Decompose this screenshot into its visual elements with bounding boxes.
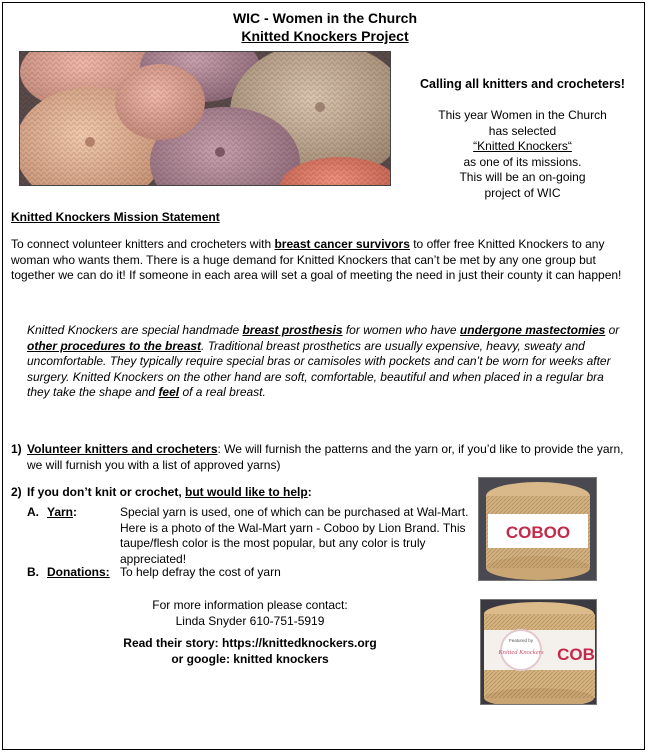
callout-heading: Calling all knitters and crocheters! [420,77,625,91]
desc-emphasis: undergone mastectomies [459,323,606,337]
page-title: WIC - Women in the Church [232,10,418,26]
item1-text [27,442,627,473]
desc-text: of a real breast. [179,385,266,399]
yarn-knockers-text: Knitted Knockers [498,649,544,656]
story-block [100,636,400,667]
item2-number: 2) [11,485,22,499]
desc-emphasis: other procedures to the breast [27,338,202,353]
mission-heading: Knitted Knockers Mission Statement [11,210,220,224]
callout-line: has selected [488,123,557,138]
callout-line: This year Women in the Church [438,108,607,122]
sub-a-text: Special yarn is used, one of which can be purchased at Wal-Mart. Here is a photo of the Wal-Mart yarn - Coboo by Lion Brand. This taupe/flesh color is the most popular, but any color is truly appreciated! [120,505,469,566]
knitted-knockers-yarn-photo [480,599,597,705]
coboo-yarn-photo [478,477,597,581]
sub-a-colon: : [73,505,78,519]
sub-a-letter: A. [27,505,39,519]
coboo-label-text: COBOO [505,523,571,542]
sub-a-label: Yarn [47,505,74,519]
desc-emphasis: breast prosthesis [242,323,343,337]
item2-label-emphasis: but would like to help [185,485,308,499]
yarn-featured-text: Featured by [508,638,534,643]
callout-line: project of WIC [484,185,561,200]
contact-line: For more information please contact: [152,598,348,612]
desc-text: . Traditional breast prosthetics are usually expensive, heavy, sweaty and uncomfortable. They typically require special bras or camisoles with pockets and can’t be worn for weeks after surgery. Knitted Knockers on the other hand are soft, comfortable, beautiful and when placed in a regular bra they take the shape and [27,338,611,399]
desc-text: for women who have [342,323,460,337]
sub-a-label-wrap [47,505,77,521]
story-line: Read their story: https://knittedknockers.org [123,636,377,650]
contact-block [100,598,400,629]
item1-body: : We will furnish the patterns and the yarn or, if you’d like to provide the yarn, we will furnish you with a list of approved yarns) [27,442,624,472]
story-line: or google: knitted knockers [171,651,329,666]
callout-text [405,108,640,201]
sub-b-label: Donations: [47,565,110,579]
mission-text: To connect volunteer knitters and crocheters with [11,237,275,251]
page-subtitle: Knitted Knockers Project [241,28,409,44]
callout-line: This will be an on-going [459,170,586,184]
sub-b-letter: B. [27,565,39,579]
desc-text: or [605,323,620,337]
knitted-knockers-photo [19,51,391,186]
mission-paragraph [11,237,631,284]
coboo-partial-text: COB [557,645,595,664]
item1-number: 1) [11,442,22,456]
mission-emphasis: breast cancer survivors [274,237,410,251]
callout-line: “Knitted Knockers“ [473,139,572,153]
item1-label: Volunteer knitters and crocheters [27,442,218,456]
mission-text: to offer free Knitted Knockers to any woman who wants them. There is a huge demand for Knitted Knockers that can’t be met by any one group but together we can do it! If someone in each area will set a goal of meeting the need in just their county it can happen! [11,237,622,282]
contact-line: Linda Snyder 610-751-5919 [175,613,325,628]
description-paragraph [27,323,627,401]
desc-emphasis: feel [158,385,180,399]
item2-colon: : [307,485,312,499]
sub-b-text: To help defray the cost of yarn [120,565,281,579]
item2-text [27,485,312,501]
item2-label: If you don’t knit or crochet, [27,485,186,499]
desc-text: Knitted Knockers are special handmade [27,323,243,337]
callout-line: as one of its missions. [463,154,582,169]
